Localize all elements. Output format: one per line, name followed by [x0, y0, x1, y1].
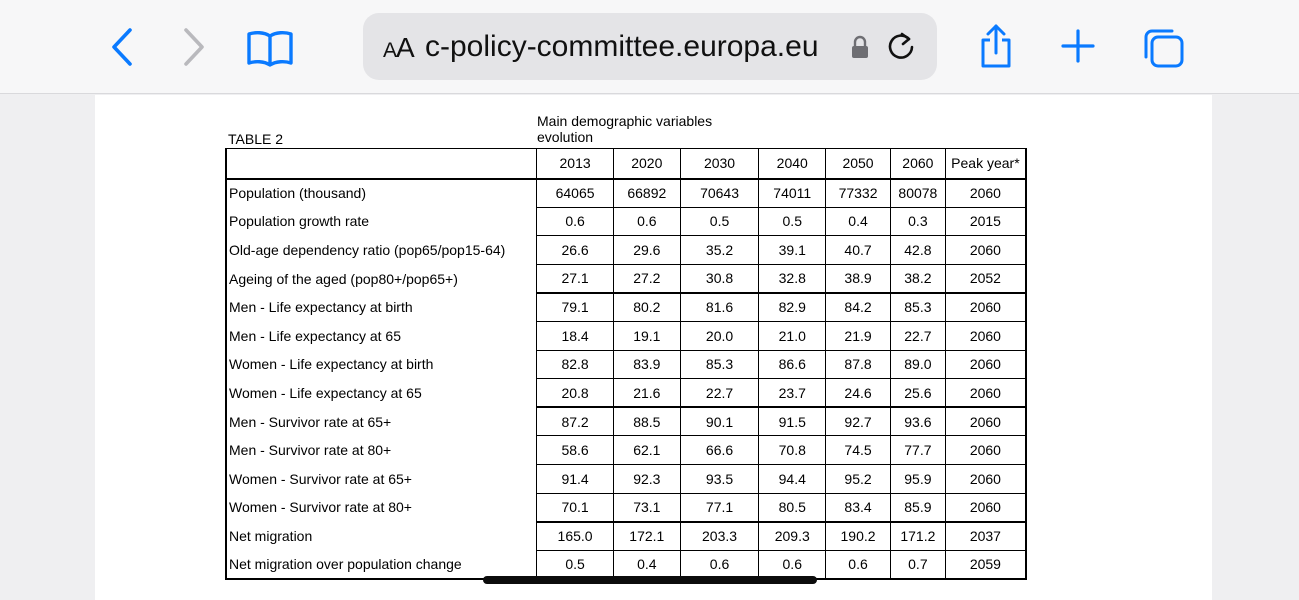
- table-cell: 190.2: [826, 522, 891, 551]
- table-cell: 85.3: [680, 350, 759, 379]
- reader-mode-button[interactable]: AA: [383, 32, 414, 63]
- tabs-icon: [1141, 27, 1185, 69]
- table-cell: 0.4: [613, 550, 680, 579]
- table-row: [226, 350, 1026, 379]
- table-cell: 64065: [537, 179, 614, 208]
- table-cell: 42.8: [890, 236, 945, 265]
- table-row: [226, 407, 1026, 436]
- table-cell: 83.9: [613, 350, 680, 379]
- table-cell: 74.5: [826, 436, 891, 465]
- table-cell: 80.5: [759, 493, 826, 522]
- caption-line-1: Main demographic variables: [537, 113, 713, 129]
- table-cell: 0.7: [890, 550, 945, 579]
- plus-icon: [1060, 28, 1096, 64]
- table-cell: 38.2: [890, 264, 945, 293]
- table-cell: 95.9: [890, 464, 945, 493]
- row-label: Women - Survivor rate at 65+: [226, 464, 537, 493]
- table-cell: 27.2: [613, 264, 680, 293]
- table-cell: 20.8: [537, 379, 614, 408]
- table-cell: 2060: [945, 379, 1026, 408]
- table-cell: 30.8: [680, 264, 759, 293]
- table-cell: 2060: [945, 464, 1026, 493]
- row-label: Old-age dependency ratio (pop65/pop15-64): [226, 236, 537, 265]
- table-cell: 86.6: [759, 350, 826, 379]
- table-cell: 0.6: [759, 550, 826, 579]
- table-cell: 35.2: [680, 236, 759, 265]
- table-row: [226, 436, 1026, 465]
- table-cell: 165.0: [537, 522, 614, 551]
- table-cell: 77.7: [890, 436, 945, 465]
- table-cell: 2060: [945, 321, 1026, 350]
- table-cell: 171.2: [890, 522, 945, 551]
- table-cell: 80.2: [613, 293, 680, 322]
- table-cell: 0.6: [613, 207, 680, 236]
- row-label: Women - Life expectancy at birth: [226, 350, 537, 379]
- table-cell: 94.4: [759, 464, 826, 493]
- table-cell: 87.2: [537, 407, 614, 436]
- table-cell: 40.7: [826, 236, 891, 265]
- column-header: 2060: [890, 149, 945, 179]
- table-cell: 22.7: [890, 321, 945, 350]
- table-cell: 62.1: [613, 436, 680, 465]
- table-cell: 21.0: [759, 321, 826, 350]
- table-row: [226, 321, 1026, 350]
- table-cell: 2060: [945, 407, 1026, 436]
- table-cell: 92.7: [826, 407, 891, 436]
- table-cell: 2060: [945, 293, 1026, 322]
- chevron-left-icon: [108, 27, 136, 67]
- table-cell: 92.3: [613, 464, 680, 493]
- table-caption: [537, 113, 757, 145]
- table-cell: 70.8: [759, 436, 826, 465]
- column-header: 2050: [826, 149, 891, 179]
- table-cell: 2037: [945, 522, 1026, 551]
- table-cell: 2060: [945, 436, 1026, 465]
- row-label: Ageing of the aged (pop80+/pop65+): [226, 264, 537, 293]
- table-cell: 82.9: [759, 293, 826, 322]
- column-header: 2020: [613, 149, 680, 179]
- browser-toolbar: [0, 0, 1299, 94]
- table-cell: 95.2: [826, 464, 891, 493]
- column-header: Peak year*: [945, 149, 1026, 179]
- table-cell: 2060: [945, 493, 1026, 522]
- column-header: 2030: [680, 149, 759, 179]
- new-tab-button[interactable]: [1058, 26, 1098, 66]
- table-cell: 38.9: [826, 264, 891, 293]
- row-label: Men - Life expectancy at birth: [226, 293, 537, 322]
- table-row: [226, 550, 1026, 579]
- reload-button[interactable]: [885, 30, 917, 67]
- table-cell: 70643: [680, 179, 759, 208]
- table-cell: 2052: [945, 264, 1026, 293]
- table-cell: 26.6: [537, 236, 614, 265]
- table-cell: 79.1: [537, 293, 614, 322]
- table-cell: 93.5: [680, 464, 759, 493]
- table-row: [226, 522, 1026, 551]
- table-cell: 2015: [945, 207, 1026, 236]
- table-title: TABLE 2: [228, 131, 283, 147]
- table-cell: 91.4: [537, 464, 614, 493]
- reload-icon: [885, 30, 917, 62]
- table-cell: 24.6: [826, 379, 891, 408]
- table-cell: 89.0: [890, 350, 945, 379]
- table-cell: 77332: [826, 179, 891, 208]
- table-cell: 83.4: [826, 493, 891, 522]
- table-cell: 93.6: [890, 407, 945, 436]
- home-indicator[interactable]: [483, 576, 817, 584]
- table-cell: 21.9: [826, 321, 891, 350]
- forward-button[interactable]: [176, 26, 212, 68]
- table-cell: 74011: [759, 179, 826, 208]
- table-cell: 203.3: [680, 522, 759, 551]
- table-cell: 85.3: [890, 293, 945, 322]
- table-cell: 0.4: [826, 207, 891, 236]
- row-label: Women - Life expectancy at 65: [226, 379, 537, 408]
- table-cell: 23.7: [759, 379, 826, 408]
- table-cell: 85.9: [890, 493, 945, 522]
- row-label: Women - Survivor rate at 80+: [226, 493, 537, 522]
- lock-icon: [851, 35, 869, 64]
- table-cell: 88.5: [613, 407, 680, 436]
- table-cell: 90.1: [680, 407, 759, 436]
- bookmarks-button[interactable]: [244, 26, 296, 70]
- table-cell: 21.6: [613, 379, 680, 408]
- table-cell: 2060: [945, 179, 1026, 208]
- table-cell: 77.1: [680, 493, 759, 522]
- table-cell: 29.6: [613, 236, 680, 265]
- table-cell: 91.5: [759, 407, 826, 436]
- table-cell: 27.1: [537, 264, 614, 293]
- table-cell: 20.0: [680, 321, 759, 350]
- table-cell: 39.1: [759, 236, 826, 265]
- table-cell: 66.6: [680, 436, 759, 465]
- table-cell: 70.1: [537, 493, 614, 522]
- row-label: Population (thousand): [226, 179, 537, 208]
- column-header: 2013: [537, 149, 614, 179]
- table-cell: 0.5: [680, 207, 759, 236]
- table-cell: 22.7: [680, 379, 759, 408]
- table-cell: 209.3: [759, 522, 826, 551]
- table-cell: 87.8: [826, 350, 891, 379]
- table-cell: 19.1: [613, 321, 680, 350]
- table-cell: 0.6: [826, 550, 891, 579]
- chevron-right-icon: [180, 27, 208, 67]
- column-header: 2040: [759, 149, 826, 179]
- demographic-table: [225, 148, 1027, 580]
- table-row: [226, 464, 1026, 493]
- address-bar[interactable]: [363, 13, 937, 80]
- row-label: Men - Survivor rate at 80+: [226, 436, 537, 465]
- table-cell: 18.4: [537, 321, 614, 350]
- table-cell: 81.6: [680, 293, 759, 322]
- table-cell: 2060: [945, 350, 1026, 379]
- table-cell: 2059: [945, 550, 1026, 579]
- table-cell: 80078: [890, 179, 945, 208]
- table-row: [226, 293, 1026, 322]
- table-cell: 25.6: [890, 379, 945, 408]
- back-button[interactable]: [104, 26, 140, 68]
- row-label: Men - Life expectancy at 65: [226, 321, 537, 350]
- share-button[interactable]: [976, 22, 1016, 70]
- table-row: [226, 379, 1026, 408]
- table-row: [226, 264, 1026, 293]
- table-row: [226, 236, 1026, 265]
- table-cell: 84.2: [826, 293, 891, 322]
- tabs-button[interactable]: [1140, 26, 1186, 70]
- table-cell: 0.5: [537, 550, 614, 579]
- table-cell: 172.1: [613, 522, 680, 551]
- table-row: [226, 179, 1026, 208]
- book-icon: [245, 28, 295, 68]
- table-cell: 0.5: [759, 207, 826, 236]
- url-text[interactable]: c-policy-committee.europa.eu: [425, 30, 819, 63]
- table-row: [226, 207, 1026, 236]
- table-row: [226, 493, 1026, 522]
- table-cell: 58.6: [537, 436, 614, 465]
- caption-line-2: evolution: [537, 129, 594, 145]
- share-icon: [978, 23, 1014, 69]
- row-label: Net migration over population change: [226, 550, 537, 579]
- table-cell: 2060: [945, 236, 1026, 265]
- table-cell: 0.3: [890, 207, 945, 236]
- table-cell: 66892: [613, 179, 680, 208]
- table-cell: 73.1: [613, 493, 680, 522]
- row-label: Men - Survivor rate at 65+: [226, 407, 537, 436]
- row-label: Net migration: [226, 522, 537, 551]
- header-blank-cell: [226, 149, 537, 179]
- table-cell: 0.6: [680, 550, 759, 579]
- row-label: Population growth rate: [226, 207, 537, 236]
- table-cell: 82.8: [537, 350, 614, 379]
- table-cell: 32.8: [759, 264, 826, 293]
- table-cell: 0.6: [537, 207, 614, 236]
